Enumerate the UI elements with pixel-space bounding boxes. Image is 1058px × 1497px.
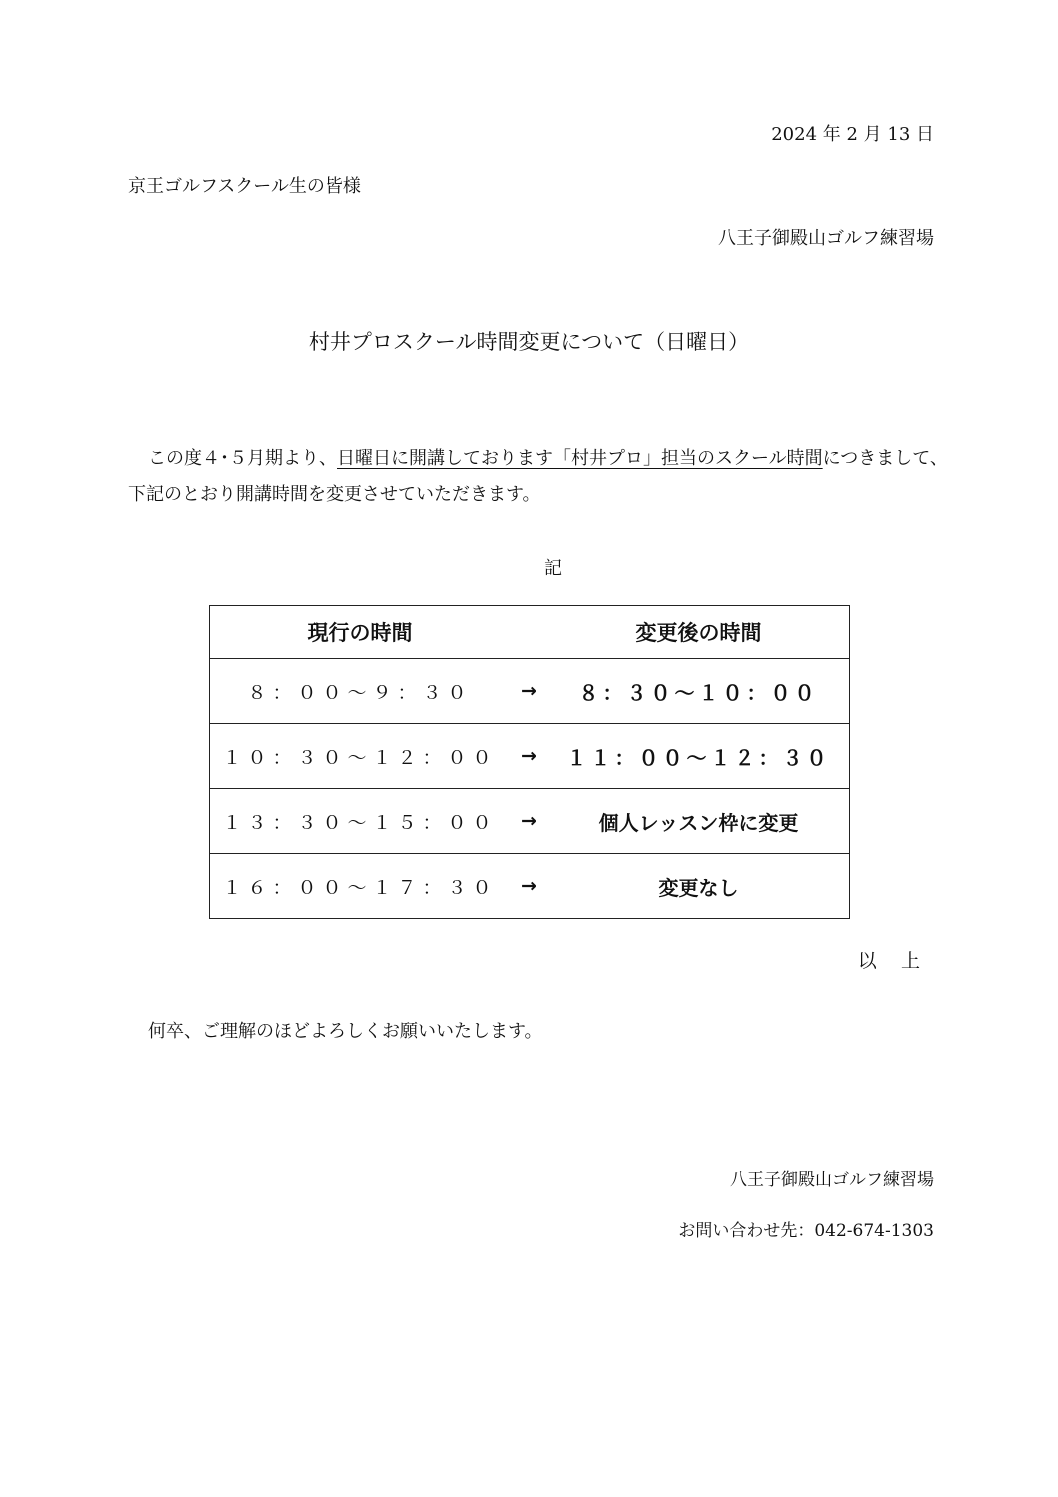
arrow-icon: → [521,680,537,702]
body-paragraph [128,441,960,513]
arrow-icon: → [521,745,537,767]
table-row [210,724,850,789]
ki-heading: 記 [544,558,562,579]
addressee: 京王ゴルフスクール生の皆様 [128,176,361,197]
new-time-cell: ８：３０～１０：００ [578,680,819,705]
arrow-icon: → [521,875,537,897]
document-title: 村井プロスクール時間変更について（日曜日） [308,330,750,354]
new-time-cell: 変更なし [658,875,739,900]
footer-contact: お問い合わせ先：042-674-1303 [678,1221,934,1241]
paragraph-underlined: 日曜日に開講しております「村井プロ」担当のスクール時間 [337,448,823,469]
paragraph-intro: この度４･５月期より、 [148,448,337,469]
sender-name: 八王子御殿山ゴルフ練習場 [718,228,934,249]
header-new-time: 変更後の時間 [635,621,762,645]
ijou-char-2: 上 [900,950,920,972]
ijou-closing-mark [858,946,920,973]
current-time-cell: ８：００～９：３０ [247,681,473,704]
footer-org: 八王子御殿山ゴルフ練習場 [730,1170,934,1190]
current-time-cell: １６：００～１７：３０ [222,876,498,899]
current-time-cell: １３：３０～１５：００ [222,811,498,834]
new-time-cell: １１：００～１２：３０ [566,745,831,770]
new-time-cell: 個人レッスン枠に変更 [598,810,799,835]
arrow-icon: → [521,810,537,832]
header-current-time: 現行の時間 [307,621,413,645]
table-row [210,659,850,724]
document-date: 2024 年 2 月 13 日 [771,124,934,145]
table-row [210,789,850,854]
ijou-char-1: 以 [857,950,877,972]
header-spacer [510,606,548,659]
table-header-row [210,606,850,659]
schedule-table [209,605,850,919]
paragraph-rest: につきまして、下記のとおり開講時間を変更させていただきます。 [128,448,948,505]
closing-sentence: 何卒、ご理解のほどよろしくお願いいたします。 [148,1021,543,1042]
current-time-cell: １０：３０～１２：００ [222,746,498,769]
table-row [210,854,850,919]
